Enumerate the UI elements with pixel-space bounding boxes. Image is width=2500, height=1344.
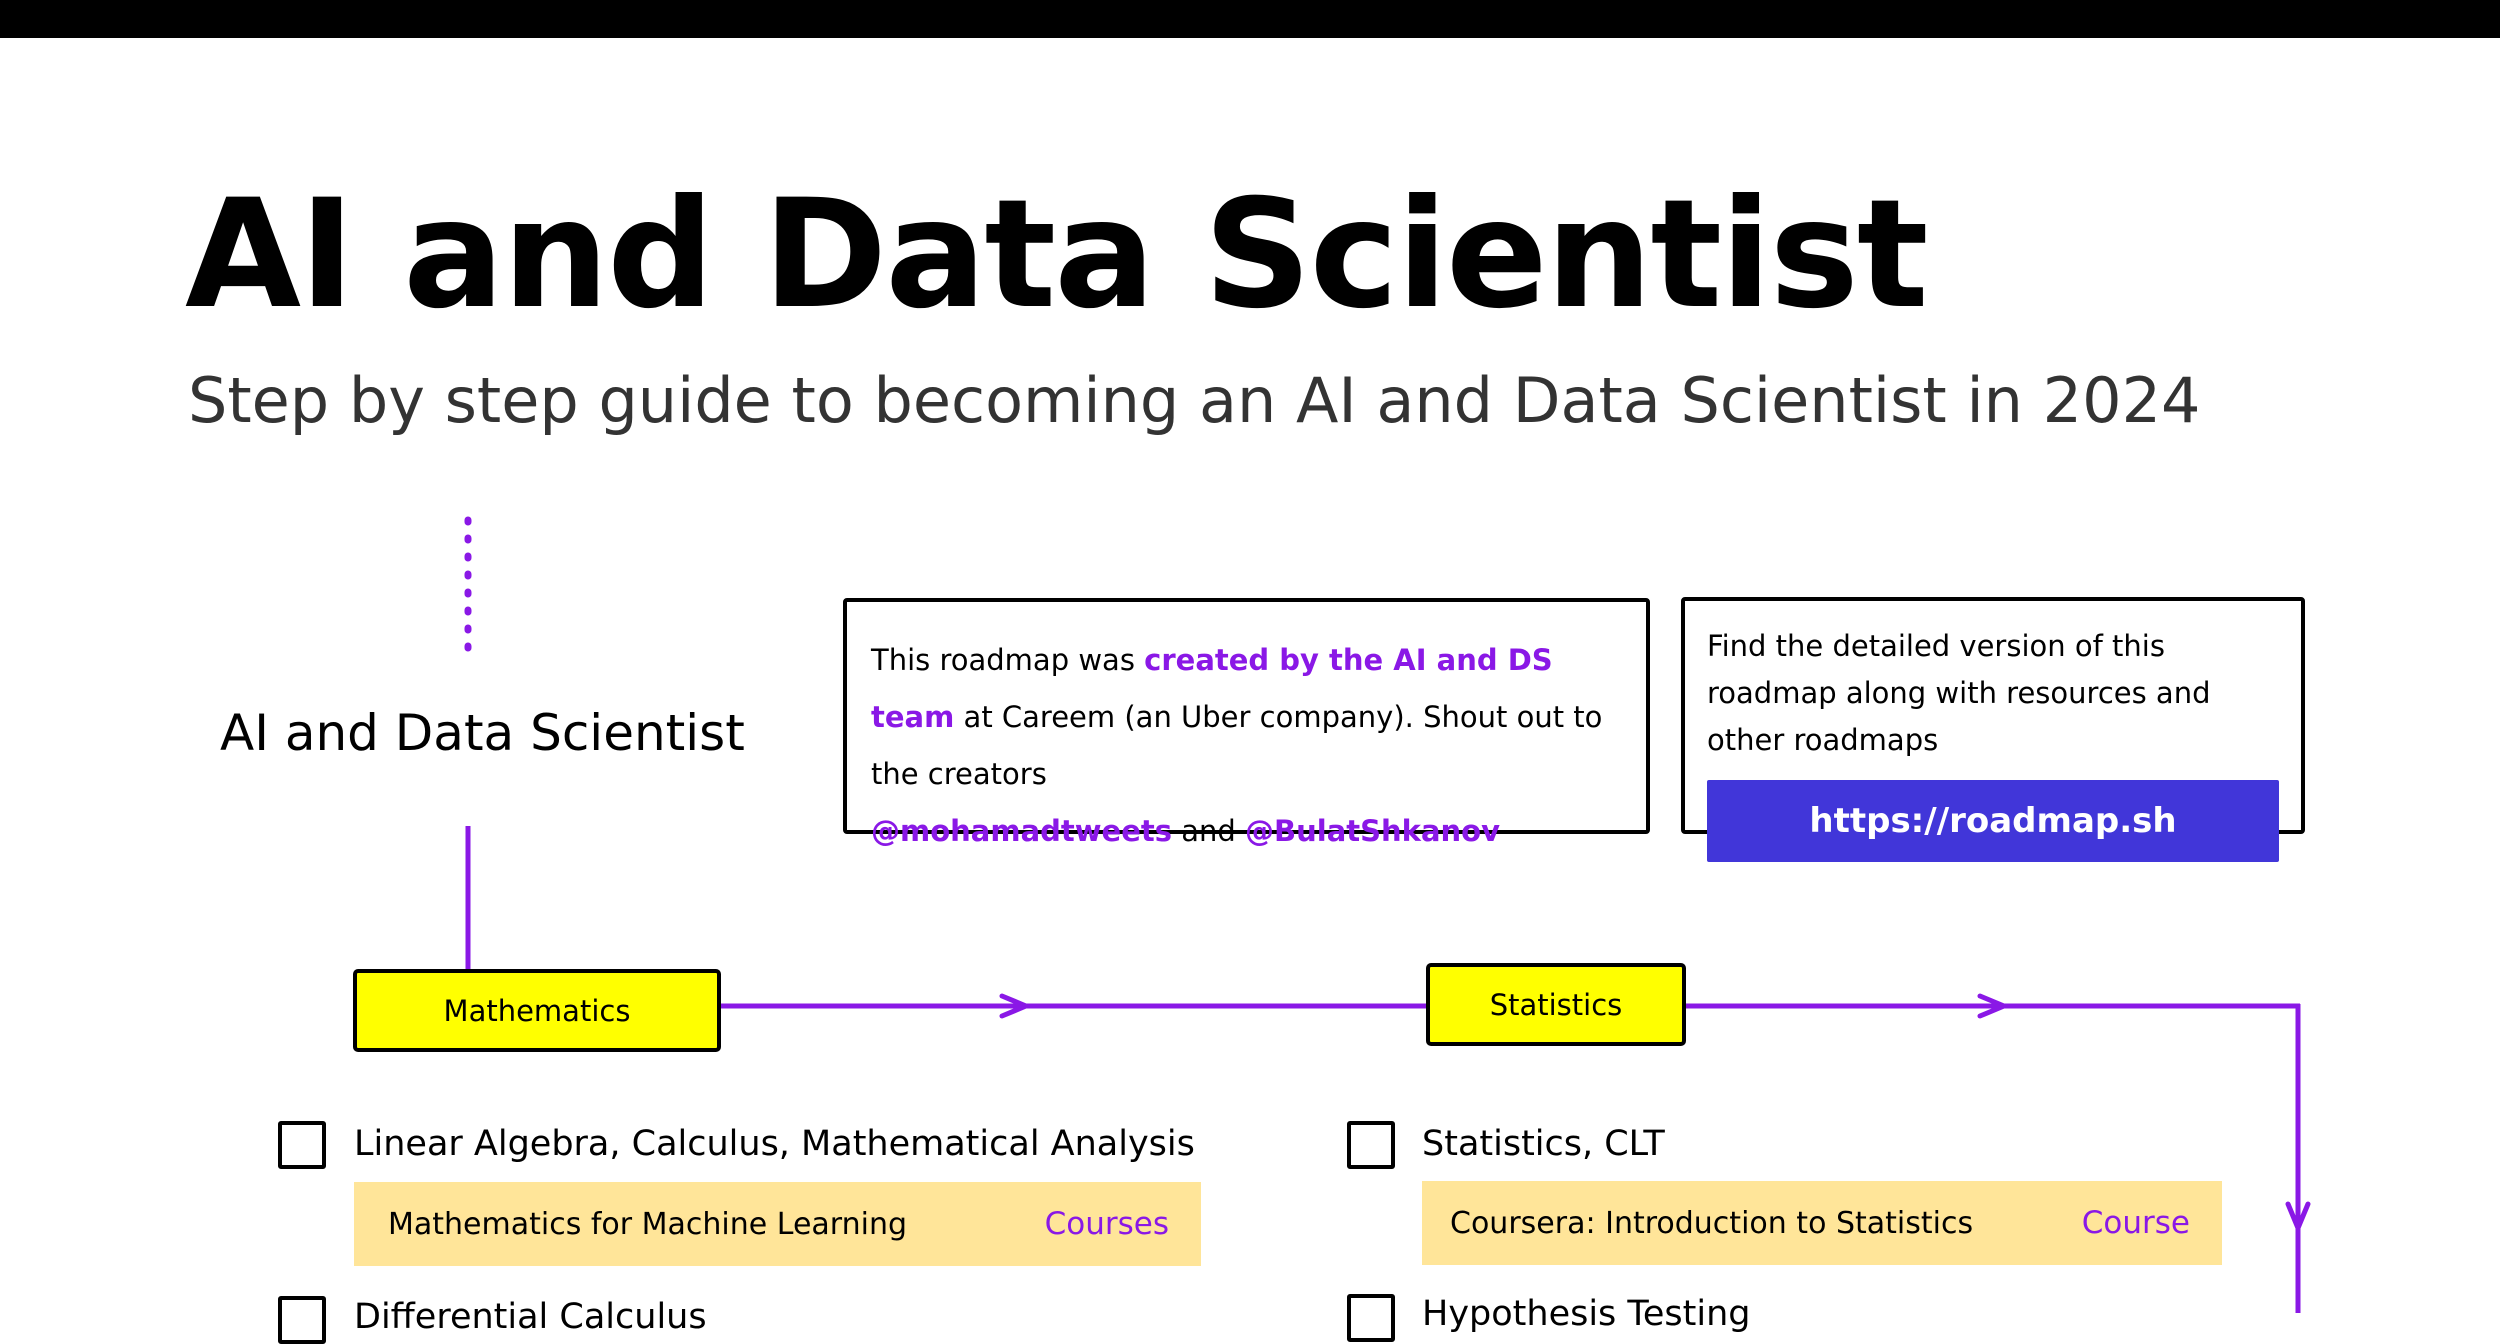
topic-checkbox[interactable] — [278, 1121, 326, 1169]
detailed-version-text: Find the detailed version of this roadmap along with resources and other roadmaps — [1707, 629, 2211, 757]
credits-text: at Careem (an Uber company). Shout out to the creators — [871, 700, 1603, 791]
topic-label[interactable]: Statistics, CLT — [1422, 1124, 1665, 1164]
topic-label[interactable]: Hypothesis Testing — [1422, 1294, 1751, 1334]
resource-title: Mathematics for Machine Learning — [388, 1206, 908, 1242]
creator-link-2[interactable]: @BulatShkanov — [1245, 814, 1501, 848]
page-title: AI and Data Scientist — [185, 168, 1927, 342]
resource-title: Coursera: Introduction to Statistics — [1450, 1205, 1974, 1241]
credits-text: This roadmap was — [871, 643, 1145, 677]
creator-link-1[interactable]: @mohamadtweets — [871, 814, 1173, 848]
credits-box — [843, 598, 1650, 848]
topic-checkbox[interactable] — [278, 1296, 326, 1344]
arrow-right-icon — [1980, 996, 2004, 1016]
roadmap-title: AI and Data Scientist — [220, 704, 745, 762]
roadmap-url-button[interactable]: https://roadmap.sh — [1707, 780, 2279, 862]
topic-label[interactable]: Differential Calculus — [354, 1297, 707, 1337]
node-statistics[interactable]: Statistics — [1426, 963, 1686, 1046]
page-subtitle: Step by step guide to becoming an AI and Data Scientist in 2024 — [188, 364, 2201, 437]
team-link[interactable]: created by the AI and DS team — [871, 643, 1553, 734]
topic-label[interactable]: Linear Algebra, Calculus, Mathematical Analysis — [354, 1124, 1195, 1164]
credits-text: and — [1172, 814, 1246, 848]
resource-tag[interactable]: Courses — [1044, 1206, 1169, 1242]
resource-item[interactable] — [1422, 1181, 2222, 1265]
topic-checkbox[interactable] — [1347, 1294, 1395, 1342]
arrow-right-icon — [1002, 996, 1026, 1016]
topic-checkbox[interactable] — [1347, 1121, 1395, 1169]
node-mathematics[interactable]: Mathematics — [353, 969, 721, 1052]
resource-item[interactable] — [354, 1182, 1201, 1266]
arrow-down-icon — [2288, 1204, 2308, 1228]
top-bar — [0, 0, 2500, 38]
resource-tag[interactable]: Course — [2081, 1205, 2190, 1241]
detailed-version-box — [1681, 597, 2305, 841]
